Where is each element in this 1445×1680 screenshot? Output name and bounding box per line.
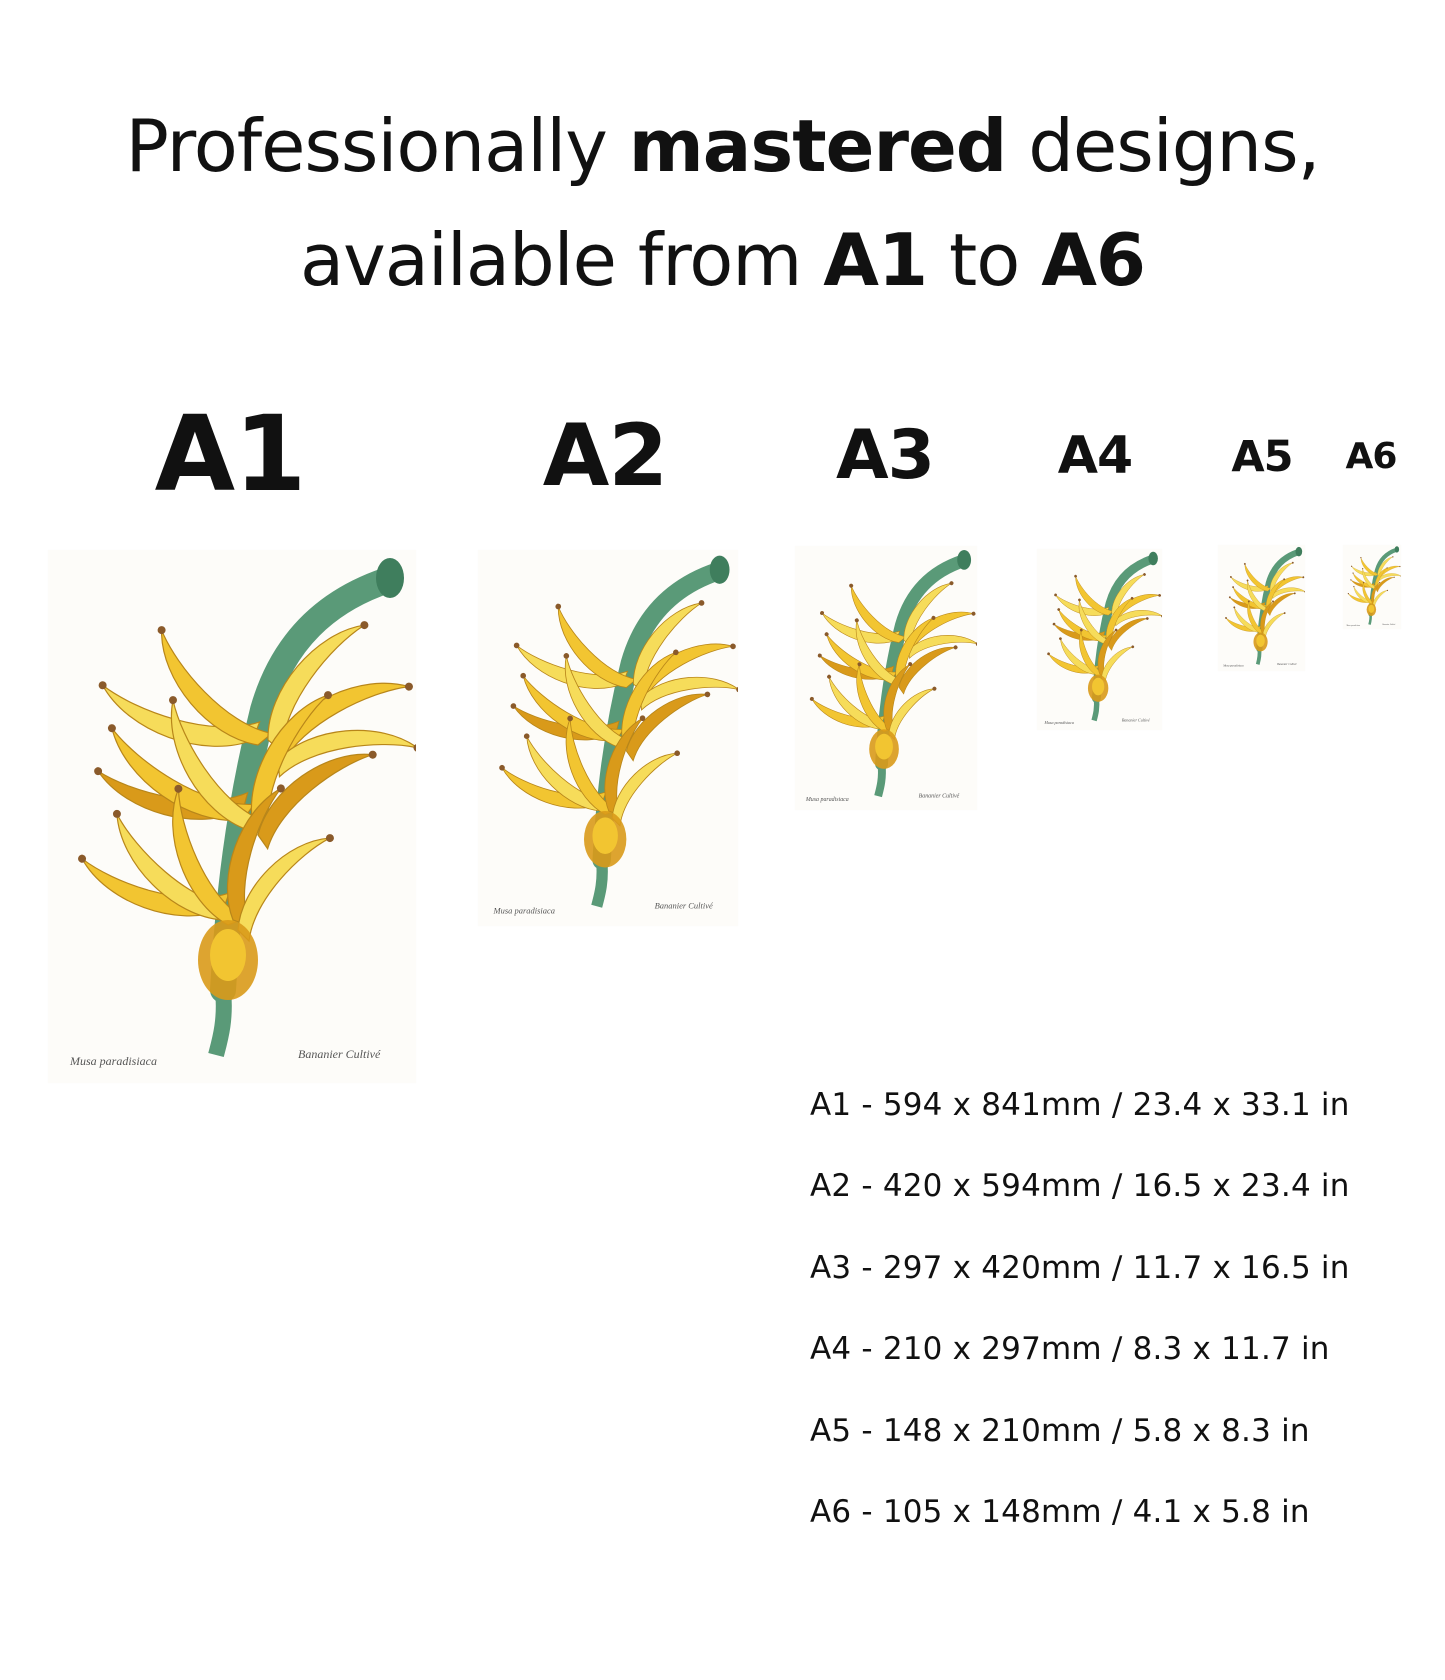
poster-a6 [1343, 545, 1401, 629]
headline-size-from: A1 [823, 218, 928, 302]
poster-a1 [48, 550, 416, 1083]
size-spec-a3: A3 - 297 x 420mm / 11.7 x 16.5 in [810, 1250, 1350, 1286]
svg-text:Bananier Cultivé: Bananier Cultivé [1277, 662, 1297, 667]
svg-text:Musa paradisiaca: Musa paradisiaca [493, 905, 555, 916]
banana-bunch-illustration [795, 546, 977, 810]
size-spec-a2: A2 - 420 x 594mm / 16.5 x 23.4 in [810, 1168, 1350, 1204]
size-spec-a5: A5 - 148 x 210mm / 5.8 x 8.3 in [810, 1413, 1310, 1449]
poster-a2 [478, 550, 738, 926]
size-spec-a1: A1 - 594 x 841mm / 23.4 x 33.1 in [810, 1087, 1350, 1123]
svg-text:Musa paradisiaca: Musa paradisiaca [1044, 719, 1074, 725]
headline-bold: mastered [628, 104, 1007, 188]
banana-bunch-illustration [1343, 545, 1401, 629]
banana-bunch-illustration [478, 550, 738, 926]
headline-size-to: A6 [1041, 218, 1146, 302]
poster-a3 [795, 546, 977, 810]
svg-text:Bananier Cultivé: Bananier Cultivé [1121, 717, 1150, 723]
size-label-a6: A6 [1345, 436, 1397, 477]
size-label-a1: A1 [154, 393, 306, 515]
svg-text:Bananier Cultivé: Bananier Cultivé [918, 793, 960, 800]
svg-text:Bananier Cultivé: Bananier Cultivé [1382, 624, 1396, 627]
poster-a4 [1037, 549, 1162, 730]
size-spec-a6: A6 - 105 x 148mm / 4.1 x 5.8 in [810, 1494, 1310, 1530]
banana-bunch-illustration [48, 550, 416, 1083]
size-label-a2: A2 [542, 406, 668, 506]
headline-line-2 [0, 218, 1445, 302]
headline-line-1 [0, 104, 1445, 188]
size-label-a4: A4 [1057, 426, 1133, 486]
svg-text:Musa paradisiaca: Musa paradisiaca [70, 1054, 157, 1068]
banana-bunch-illustration [1218, 545, 1305, 671]
size-label-a3: A3 [836, 416, 934, 495]
headline-pre: Professionally [125, 104, 629, 188]
svg-text:Musa paradisiaca: Musa paradisiaca [1346, 625, 1361, 628]
banana-bunch-illustration [1037, 549, 1162, 730]
svg-text:Musa paradisiaca: Musa paradisiaca [805, 797, 849, 804]
svg-text:Bananier Cultivé: Bananier Cultivé [298, 1047, 381, 1061]
headline-pre: available from [299, 218, 824, 302]
size-label-a5: A5 [1231, 432, 1293, 482]
headline-post: designs, [1006, 104, 1320, 188]
headline-mid: to [927, 218, 1042, 302]
size-spec-a4: A4 - 210 x 297mm / 8.3 x 11.7 in [810, 1331, 1330, 1367]
svg-text:Bananier Cultivé: Bananier Cultivé [654, 900, 713, 911]
svg-text:Musa paradisiaca: Musa paradisiaca [1223, 663, 1244, 668]
poster-a5 [1218, 545, 1305, 671]
